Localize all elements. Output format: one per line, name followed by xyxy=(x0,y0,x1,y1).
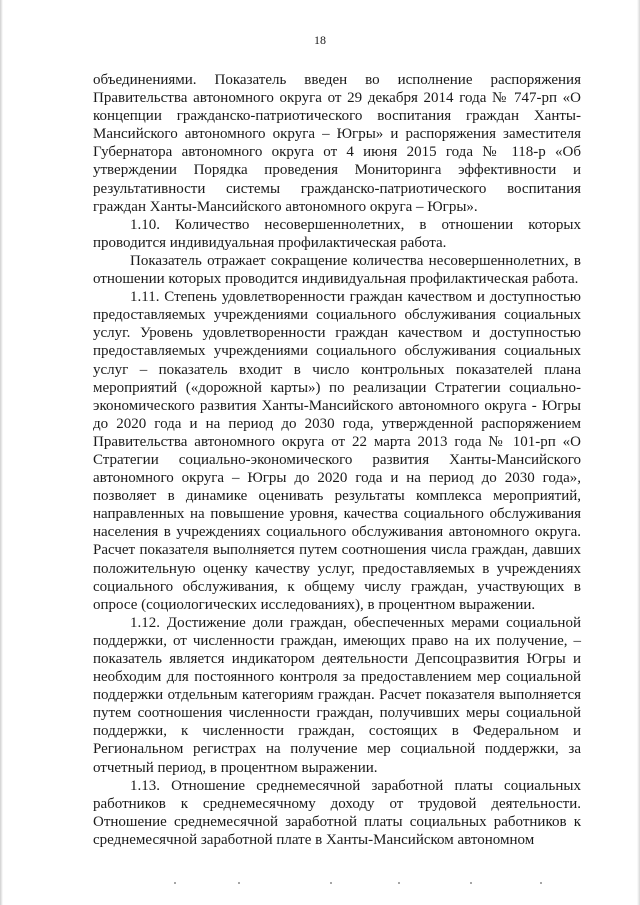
paragraph-continuation: объединениями. Показатель введен во исполнение распоряжения Правительства автономного округа от 29 декабря 2014 года № 747-рп «О концепции гражданско-патриотического воспитания граждан Ханты-Мансийского автономного округа – Югры» и распоряжения заместителя Губернатора автономного округа от 4 июня 2015 года № 118-р «Об утверждении Порядка проведения Мониторинга эффективности и результативности системы гражданско-патриотического воспитания граждан Ханты-Мансийского автономного округа – Югры». xyxy=(93,72,581,215)
paragraph-1-11: 1.11. Степень удовлетворенности граждан качеством и доступностью предоставляемых учреждениями социального обслуживания социальных услуг. Уровень удовлетворенности граждан качеством и доступностью предоставляемых учреждениями социального обслуживания социальных услуг – показатель входит в число контрольных показателей плана мероприятий («дорожной карты») по реализации Стратегии социально-экономического развития Ханты-Мансийского автономного округа - Югры до 2020 года и на период до 2030 года, утвержденной распоряжением Правительства автономного округа от 22 марта 2013 года № 101-рп «О Стратегии социально-экономического развития Ханты-Мансийского автономного округа – Югры до 2020 года и на период до 2030 года», позволяет в динамике оценивать результаты комплекса мероприятий, направленных на повышение уровня, качества социального обслуживания населения в учреждениях социального обслуживания автономного округа. Расчет показателя выполняется путем соотношения числа граждан, давших положительную оценку качеству услуг, предоставляемых в учреждениях социального обслуживания, к общему числу граждан, участвующих в опросе (социологических исследованиях), в процентном выражении. xyxy=(93,289,581,613)
paragraph-1-13: 1.13. Отношение среднемесячной заработной платы социальных работников к среднемесячному доходу от трудовой деятельности. Отношение среднемесячной заработной платы социальных работников к среднемесячной заработной плате в Ханты-Мансийском автономном xyxy=(93,777,581,848)
paragraph-1-10: 1.10. Количество несовершеннолетних, в отношении которых проводится индивидуальная профилактическая работа. xyxy=(93,216,581,251)
scan-dot xyxy=(540,882,542,884)
scan-dot xyxy=(174,882,176,884)
page-number: 18 xyxy=(314,33,326,47)
scan-dot xyxy=(470,882,472,884)
scan-artifact-dots xyxy=(0,882,640,888)
scan-dot xyxy=(238,882,240,884)
document-body xyxy=(93,71,581,849)
paragraph-1-10-description: Показатель отражает сокращение количества несовершеннолетних, в отношении которых проводится индивидуальная профилактическая работа. xyxy=(93,252,581,288)
scan-dot xyxy=(398,882,400,884)
scan-dot xyxy=(330,882,332,884)
page-edge-shadow-left xyxy=(0,0,3,905)
paragraph-1-12: 1.12. Достижение доли граждан, обеспеченных мерами социальной поддержки, от численности граждан, имеющих право на их получение, – показатель является индикатором деятельности Депсоцразвития Югры и необходим для постоянного контроля за предоставлением мер социальной поддержки отдельным категориям граждан. Расчет показателя выполняется путем соотношения численности граждан, получивших меры социальной поддержки, к численности граждан, состоящих в Федеральном и Региональном регистрах на получение мер социальной поддержки, за отчетный период, в процентном выражении. xyxy=(93,614,581,776)
